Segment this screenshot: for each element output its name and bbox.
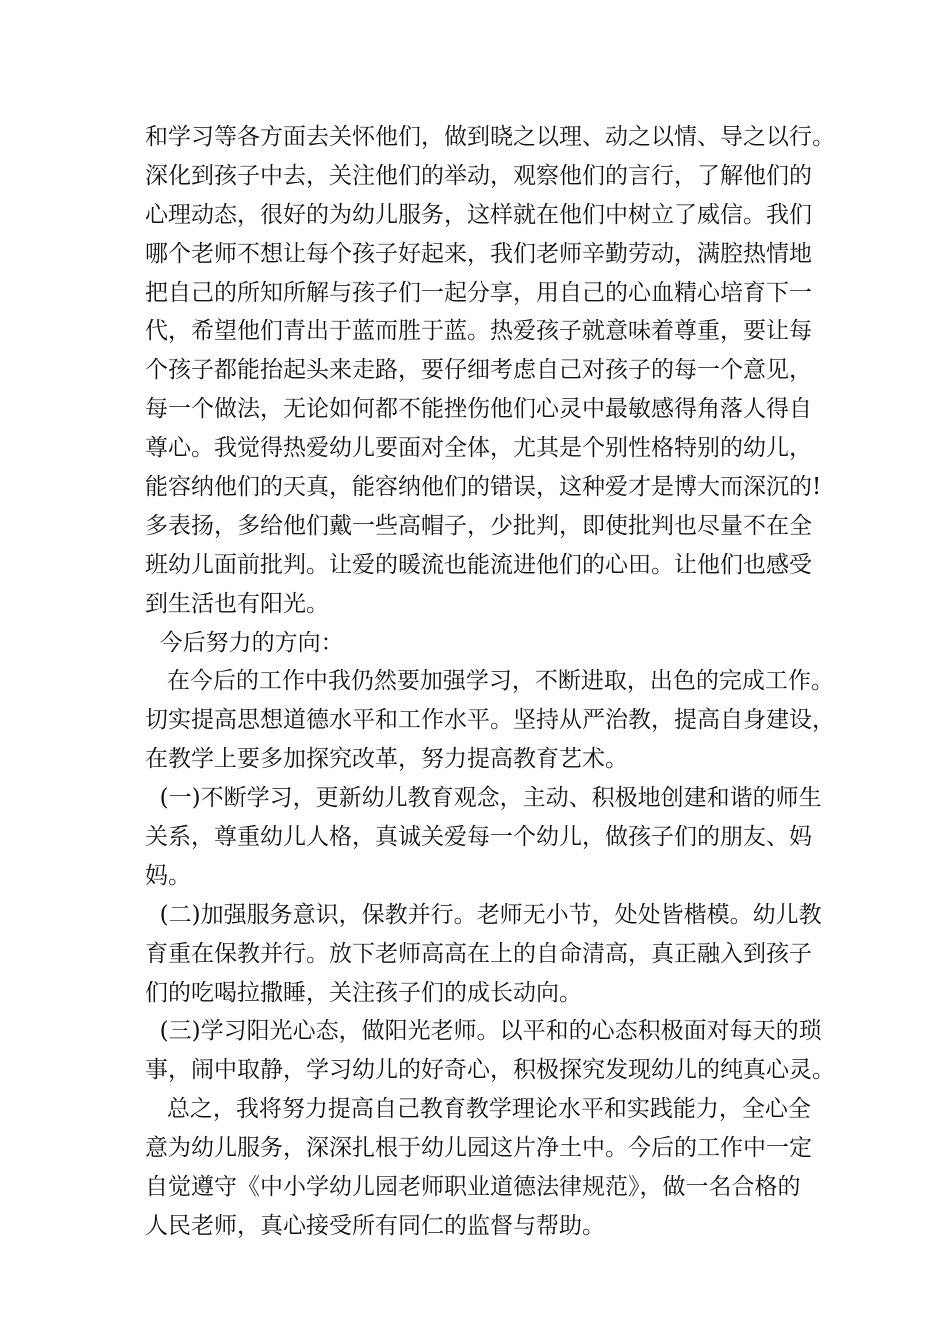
text-line: 每一个做法，无论如何都不能挫伤他们心灵中最敏感得角落人得自 [145,396,812,423]
text-line: (三)学习阳光心态，做阳光老师。以平和的心态积极面对每天的琐 [145,1018,822,1045]
text-line: 心理动态，很好的为幼儿服务，这样就在他们中树立了威信。我们 [145,201,812,228]
text-line: (二)加强服务意识，保教并行。老师无小节，处处皆楷模。幼儿教 [145,901,822,928]
text-line: 们的吃喝拉撒睡，关注孩子们的成长动向。 [145,979,582,1006]
text-line: 关系，尊重幼儿人格，真诚关爱每一个幼儿，做孩子们的朋友、妈 [145,824,812,851]
text-line: 班幼儿面前批判。让爱的暖流也能流进他们的心田。让他们也感受 [145,551,812,578]
text-line: 到生活也有阳光。 [145,590,329,617]
text-line: 把自己的所知所解与孩子们一起分享，用自己的心血精心培育下一 [145,279,812,306]
text-line: 哪个老师不想让每个孩子好起来，我们老师辛勤劳动，满腔热情地 [145,240,812,267]
body-text [145,118,845,1246]
text-line: 育重在保教并行。放下老师高高在上的自命清高，真正融入到孩子 [145,940,812,967]
text-line: 在今后的工作中我仍然要加强学习，不断进取，出色的完成工作。 [145,668,834,695]
text-line: 今后努力的方向： [145,629,344,656]
text-line: 总之，我将努力提高自己教育教学理论水平和实践能力，全心全 [145,1096,811,1123]
text-line: 自觉遵守《中小学幼儿园老师职业道德法律规范》，做一名合格的 [145,1174,801,1201]
text-line: (一)不断学习，更新幼儿教育观念，主动、积极地创建和谐的师生 [145,785,822,812]
text-line: 妈。 [145,862,191,889]
text-line: 和学习等各方面去关怀他们，做到晓之以理、动之以情、导之以行。 [145,124,835,150]
text-line: 个孩子都能抬起头来走路，要仔细考虑自己对孩子的每一个意见， [145,357,812,384]
text-line: 多表扬，多给他们戴一些高帽子，少批判，即使批判也尽量不在全 [145,512,812,539]
text-line: 代，希望他们青出于蓝而胜于蓝。热爱孩子就意味着尊重，要让每 [145,318,812,345]
text-line: 深化到孩子中去，关注他们的举动，观察他们的言行，了解他们的 [145,162,812,189]
text-line: 切实提高思想道德水平和工作水平。坚持从严治教，提高自身建设， [145,707,835,734]
text-line: 意为幼儿服务，深深扎根于幼儿园这片净土中。今后的工作中一定 [145,1135,812,1162]
text-line: 尊心。我觉得热爱幼儿要面对全体，尤其是个别性格特别的幼儿， [145,435,812,462]
text-line: 能容纳他们的天真，能容纳他们的错误，这种爱才是博大而深沉的! [145,474,822,501]
text-line: 事，闹中取静，学习幼儿的好奇心，积极探究发现幼儿的纯真心灵。 [145,1057,835,1084]
text-line: 人民老师，真心接受所有同仁的监督与帮助。 [145,1212,605,1239]
text-line: 在教学上要多加探究改革，努力提高教育艺术。 [145,746,628,773]
